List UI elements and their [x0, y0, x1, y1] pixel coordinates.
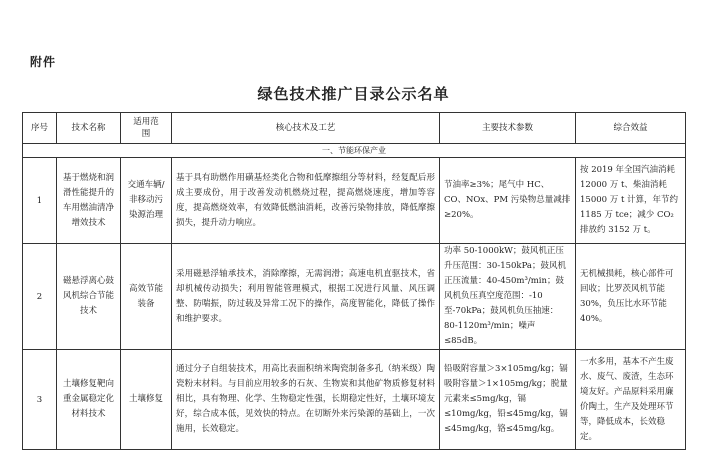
row-benefit: 无机械损耗，核心部件可回收；比罗茨风机节能 30%，负压比水环节能 40%。 — [576, 244, 686, 350]
table-row — [23, 244, 686, 350]
attachment-label: 附件 — [30, 55, 57, 69]
row-scope: 高效节能装备 — [121, 244, 172, 350]
header-name: 技术名称 — [57, 113, 121, 144]
table-row — [23, 158, 686, 244]
row-scope: 交通车辆/非移动污染源治理 — [121, 158, 172, 244]
row-core: 基于具有助燃作用磺基烃类化合物和低摩擦组分等材料，经复配后形成主要成份，用于改善发动机燃烧过程，提高燃烧速度，增加等容度，提高燃烧效率，有效降低燃油消耗，改善污染物排放，降低摩擦损失，提升动力响应。 — [172, 158, 440, 244]
row-name: 基于燃烧和润滑性能提升的车用燃油清净增效技术 — [57, 158, 121, 244]
header-core: 核心技术及工艺 — [172, 113, 440, 144]
header-params: 主要技术参数 — [440, 113, 576, 144]
row-params: 节油率≥3%；尾气中 HC、CO、NOx、PM 污染物总量减排≥20%。 — [440, 158, 576, 244]
row-name: 土壤修复靶向重金属稳定化材料技术 — [57, 350, 121, 450]
row-index: 1 — [23, 158, 57, 244]
row-core: 通过分子自组装技术，用高比表面积纳米陶瓷制备多孔（纳米级）陶瓷粉末材料。与目前应用较多的石灰、生物炭和其他矿物质修复材料相比，具有物理、化学、生物稳定性强，长期稳定性好，土壤环境友好，综合成本低，见效快的特点。在切断外来污染源的基础上，一次施用，长效稳定。 — [172, 350, 440, 450]
header-index: 序号 — [23, 113, 57, 144]
row-index: 3 — [23, 350, 57, 450]
header-benefit: 综合效益 — [576, 113, 686, 144]
catalog-table — [22, 112, 686, 450]
section-title: 一、节能环保产业 — [23, 144, 686, 158]
row-params: 功率 50-1000kW；鼓风机正压升压范围：30-150kPa；鼓风机正压流量：40-450m³/min；鼓风机负压真空度范围：-10 至-70kPa；鼓风机负压抽速：80-1120m³/min；噪声≤85dB。 — [440, 244, 576, 350]
section-row — [23, 144, 686, 158]
row-index: 2 — [23, 244, 57, 350]
document-title: 绿色技术推广目录公示名单 — [257, 85, 450, 103]
row-params: 铅吸附容量＞3×105mg/kg；镉吸附容量＞1×105mg/kg；脱量元素来≤5mg/kg，镉≤10mg/kg，铅≤45mg/kg，镉≤45mg/kg，铬≤45mg/kg。 — [440, 350, 576, 450]
row-name: 磁悬浮离心鼓风机综合节能技术 — [57, 244, 121, 350]
header-scope: 适用范围 — [121, 113, 172, 144]
row-core: 采用磁悬浮轴承技术，消除摩擦，无需润滑；高速电机直驱技术，省却机械传动损失；利用智能管理模式，根据工况进行风量、风压调整、防喘振，防过载及异常工况下的操作，高度智能化，降低了操作和维护要求。 — [172, 244, 440, 350]
row-benefit: 按 2019 年全国汽油消耗 12000 万 t、柴油消耗 15000 万 t 计算，年节约 1185 万 tce；减少 CO₂ 排放约 3152 万 t。 — [576, 158, 686, 244]
row-benefit: 一水多用，基本不产生废水、废气、废渣，生态环境友好。产品原料采用廉价陶土，生产及处理环节等，降低成本，长效稳定。 — [576, 350, 686, 450]
row-scope: 土壤修复 — [121, 350, 172, 450]
table-header-row — [23, 113, 686, 144]
